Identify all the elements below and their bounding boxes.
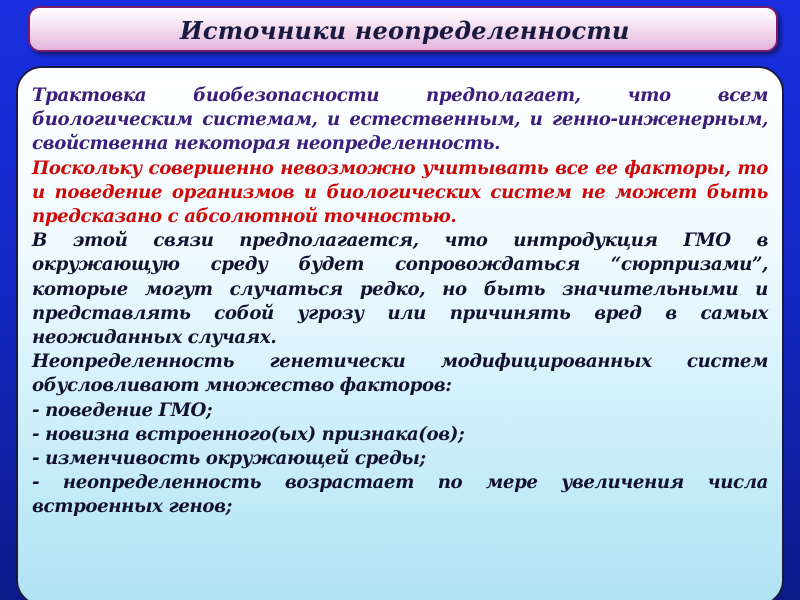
factor-item: - новизна встроенного(ых) признака(ов); [32,423,465,445]
paragraph-biosafety: Трактовка биобезопасности предполагает, что всем биологическим системам, и естественным, и генно-инженерным, свойственна некоторая неопределенность. [32,85,768,155]
slide-title: Источники неопределенности [180,16,630,45]
factor-item: - поведение ГМО; [32,399,213,421]
paragraph-surprises: В этой связи предполагается, что интродукция ГМО в окружающую среду будет сопровождаться “сюрпризами”, которые могут случаться редко, но быть значительными и представлять собой угрозу или причинять вред в самых неожиданных случаях. [32,230,768,349]
title-banner [28,6,778,52]
factor-item: - изменчивость окружающей среды; [32,448,426,470]
paragraph-unpredictability: Поскольку совершенно невозможно учитывать все ее факторы, то и поведение организмов и биологических систем не может быть предсказано с абсолютной точностью. [32,157,768,228]
text-body [32,84,768,520]
factor-item: - неопределенность возрастает по мере увеличения числа встроенных генов; [32,472,768,518]
paragraph-factors-intro: Неопределенность генетически модифицированных систем обусловливают множество факторов: [32,351,768,397]
